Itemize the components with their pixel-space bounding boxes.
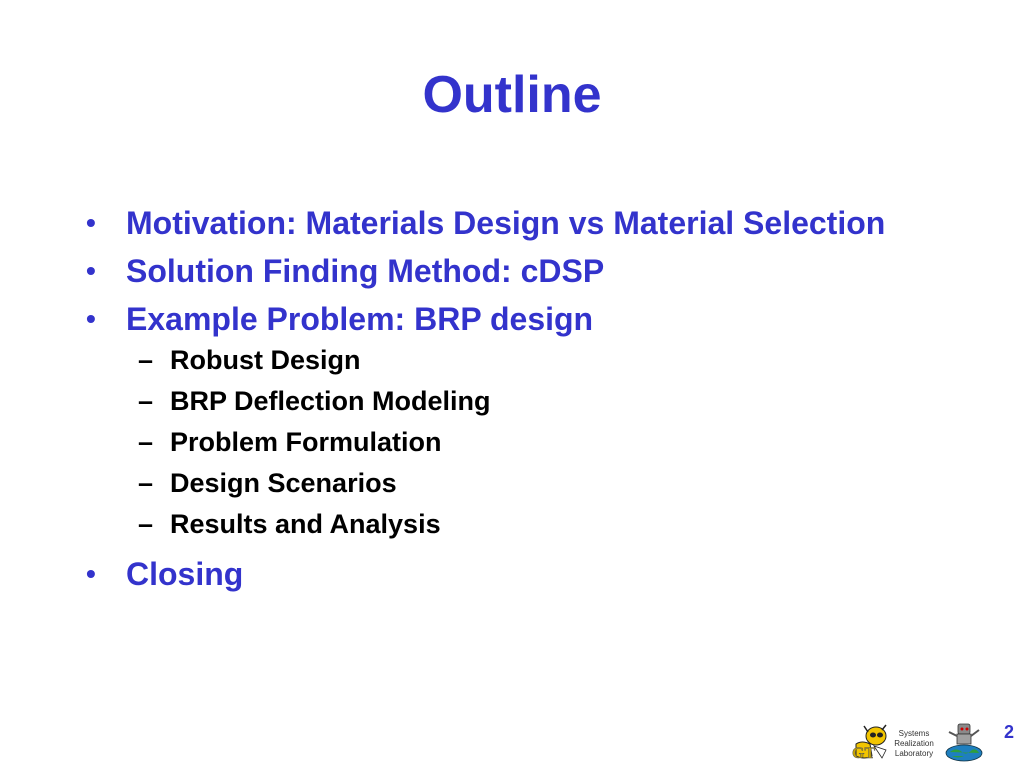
sub-bullet-item: [126, 381, 944, 422]
bullet-item: [84, 252, 944, 290]
bullet-text: Example Problem: BRP design: [126, 301, 594, 337]
sub-bullet-dash: –: [138, 427, 154, 457]
bullet-dot: •: [86, 303, 96, 334]
sub-bullet-item: [126, 463, 944, 504]
bullet-dot: •: [86, 207, 96, 238]
sub-bullet-dash: –: [138, 468, 154, 498]
sub-bullet-dash: –: [138, 345, 154, 375]
sub-bullet-dash: –: [138, 509, 154, 539]
srl-logo-text: [890, 729, 938, 759]
sub-bullet-text: Results and Analysis: [170, 509, 441, 539]
logo-line-realization: Realization: [894, 739, 934, 748]
bullet-text: Motivation: Materials Design vs Material Selection: [126, 205, 886, 241]
bullet-dot: •: [86, 255, 96, 286]
sub-bullet-dash: –: [138, 386, 154, 416]
bullet-item: [84, 300, 944, 545]
logo-line-laboratory: Laboratory: [894, 749, 934, 758]
sub-bullet-text: Robust Design: [170, 345, 361, 375]
bullet-dot: •: [86, 558, 96, 589]
footer-logo-area: [846, 722, 986, 764]
sub-bullet-text: Design Scenarios: [170, 468, 397, 498]
logo-line-systems: Systems: [898, 729, 930, 738]
sub-bullet-item: [126, 340, 944, 381]
bullet-text: Solution Finding Method: cDSP: [126, 253, 605, 289]
srl-robot-globe-logo-icon: [944, 722, 984, 764]
page-number: 2: [1003, 722, 1014, 742]
bullet-item: [84, 204, 944, 242]
bullet-item: [84, 555, 944, 593]
sub-bullet-item: [126, 504, 944, 545]
sub-bullet-text: Problem Formulation: [170, 427, 442, 457]
bullet-list: [84, 204, 944, 603]
sub-bullet-list: [126, 340, 944, 545]
bullet-text: Closing: [126, 556, 244, 592]
gt-yellowjacket-logo-icon: [846, 724, 890, 766]
sub-bullet-text: BRP Deflection Modeling: [170, 386, 491, 416]
slide-title: Outline: [422, 66, 602, 124]
svg-text:GT: GT: [852, 745, 876, 762]
sub-bullet-item: [126, 422, 944, 463]
